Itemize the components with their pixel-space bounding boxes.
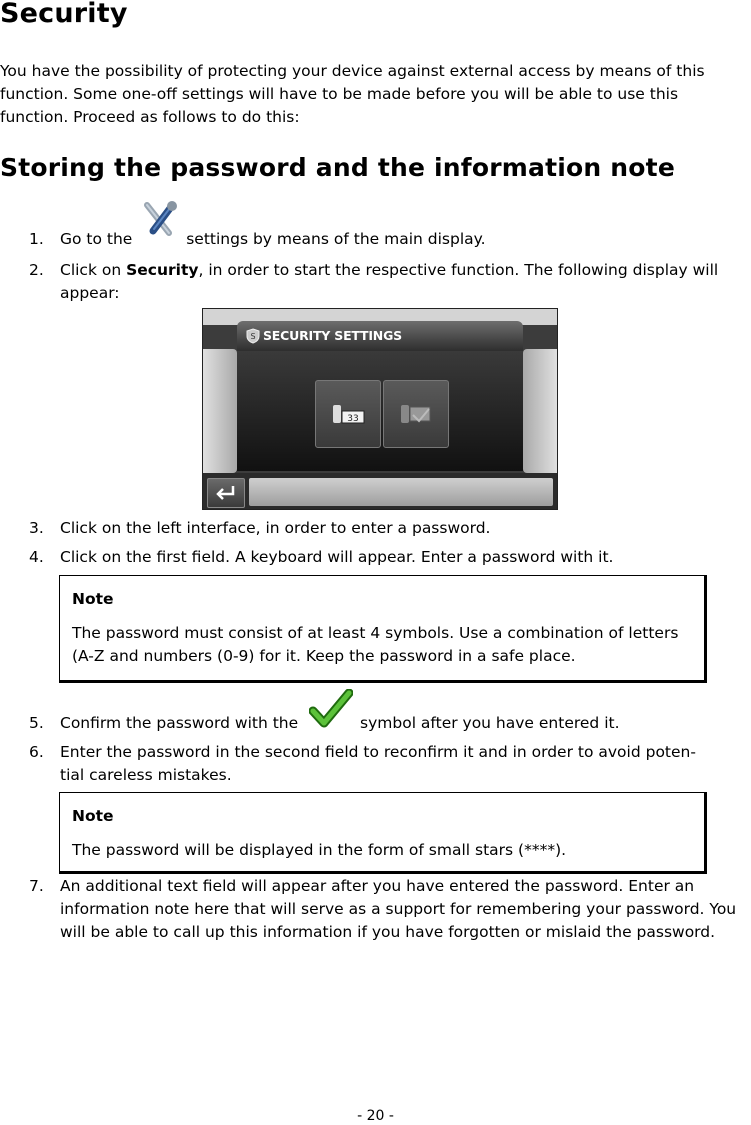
- screen-title: SECURITY SETTINGS: [263, 328, 402, 343]
- section-title: Storing the password and the information note: [0, 153, 675, 182]
- step-3: Click on the left interface, in order to enter a password.: [60, 519, 491, 537]
- step-7: An additional text field will appear after you have entered the password. Enter an information note here that will serve as a support for remembering your password. You will be able to call up this information if you have forgotten or mislaid the password.: [60, 877, 737, 941]
- password-reset-icon: [399, 403, 435, 425]
- step-2: [60, 259, 750, 305]
- step-number: 7.: [29, 877, 44, 895]
- step-text: symbol after you have entered it.: [360, 714, 620, 732]
- note-box: [59, 575, 707, 683]
- step-text: settings by means of the main display.: [186, 230, 486, 248]
- step-4: Click on the first field. A keyboard will appear. Enter a password with it.: [60, 548, 614, 566]
- password-entry-button[interactable]: [315, 380, 381, 448]
- status-bar: [249, 478, 553, 506]
- security-settings-screenshot: [202, 308, 558, 510]
- password-reset-button[interactable]: [383, 380, 449, 448]
- step-5: [60, 712, 750, 735]
- checkmark-icon: [303, 715, 355, 733]
- password-entry-icon: [331, 403, 367, 425]
- back-button[interactable]: [207, 478, 245, 508]
- step-number: 5.: [29, 714, 44, 732]
- step-text: Click on: [60, 261, 127, 279]
- title-bar: [237, 321, 523, 351]
- step-text: Confirm the password with the: [60, 714, 299, 732]
- step-text: Go to the: [60, 230, 133, 248]
- return-arrow-icon: [215, 484, 237, 502]
- step-6: Enter the password in the second field to reconfirm it and in order to avoid poten-tial careless mistakes.: [60, 743, 696, 784]
- svg-text:S: S: [250, 332, 256, 341]
- step-number: 3.: [29, 519, 44, 537]
- right-side-panel: [523, 349, 557, 473]
- step-text: , in order to start the respective function. The following display will appear:: [60, 261, 719, 302]
- left-side-panel: [203, 349, 237, 473]
- step-number: 1.: [29, 230, 44, 248]
- svg-text:33: 33: [347, 414, 359, 424]
- note-title: Note: [72, 807, 114, 825]
- step-number: 2.: [29, 261, 44, 279]
- note-body: The password must consist of at least 4 symbols. Use a combination of letters (A-Z and numbers (0-9) for it. Keep the password in a safe place.: [72, 624, 679, 665]
- note-box: [59, 792, 707, 874]
- page-title: Security: [0, 0, 128, 29]
- note-body: The password will be displayed in the form of small stars (****).: [72, 841, 567, 859]
- step-1: [60, 228, 750, 251]
- step-number: 6.: [29, 743, 44, 761]
- page-number: - 20 -: [357, 1108, 394, 1124]
- note-title: Note: [72, 590, 114, 608]
- intro-paragraph: You have the possibility of protecting your device against external access by means of this function. Some one-off settings will have to be made before you will be able to use this function. Proceed as follows to do this:: [0, 62, 705, 126]
- settings-tools-icon: [137, 231, 181, 249]
- shield-icon: [246, 328, 260, 344]
- security-term: Security: [126, 261, 199, 279]
- step-number: 4.: [29, 548, 44, 566]
